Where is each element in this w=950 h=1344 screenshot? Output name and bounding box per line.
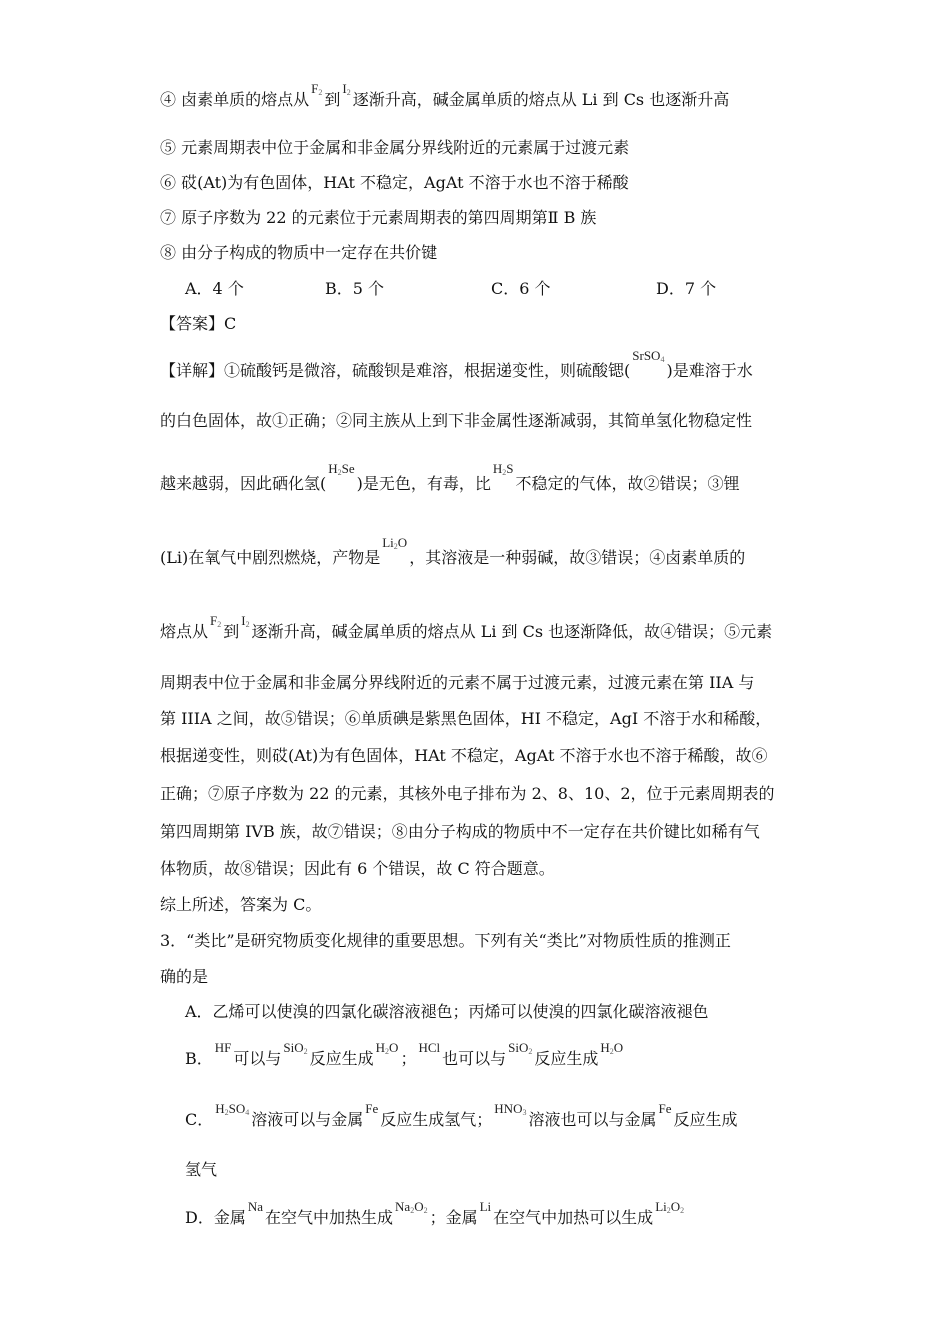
text: ④ 卤素单质的熔点从: [160, 90, 310, 109]
formula-fe: Fe: [365, 1101, 379, 1116]
q3-option-a: A．乙烯可以使溴的四氯化碳溶液褪色；丙烯可以使溴的四氯化碳溶液褪色: [185, 1002, 709, 1021]
text: 在空气中加热可以生成: [493, 1208, 654, 1227]
formula-srso4: SrSO$_4$: [632, 348, 665, 364]
item-8: ⑧ 由分子构成的物质中一定存在共价键: [160, 243, 438, 262]
detail-line-2: 的白色固体，故①正确；②同主族从上到下非金属性逐渐减弱，其简单氢化物稳定性: [160, 411, 753, 430]
formula-f2: $F_2$: [210, 613, 222, 629]
label: B．: [185, 1049, 213, 1068]
q3-option-b: [185, 1040, 625, 1074]
formula-li: Li: [479, 1199, 492, 1214]
text: 反应生成: [309, 1049, 374, 1068]
text: 到: [324, 90, 341, 109]
answer: 【答案】C: [160, 314, 237, 333]
text: ；金属: [429, 1208, 478, 1227]
formula-f2: $F_2$: [311, 81, 323, 97]
label: C．: [185, 1110, 214, 1129]
text: 反应生成: [673, 1110, 738, 1129]
q3-option-c: [185, 1101, 738, 1135]
option-d: D．7 个: [656, 279, 717, 298]
detail-line-11: 体物质，故⑧错误；因此有 6 个错误，故 C 符合题意。: [160, 859, 555, 878]
q3-option-c-cont: 氢气: [185, 1160, 218, 1179]
text: 溶液也可以与金属: [528, 1110, 657, 1129]
text: )是无色，有毒，比: [356, 474, 491, 493]
detail-line-7: 第 IIIA 之间，故⑤错误；⑥单质碘是紫黑色固体，HI 不稳定，AgI 不溶于水和稀酸，: [160, 709, 772, 728]
item-4: [160, 81, 730, 115]
text: 熔点从: [160, 622, 209, 641]
text: ，其溶液是一种弱碱，故③错误；④卤素单质的: [409, 548, 746, 567]
formula-sio2: SiO$_2$: [283, 1040, 308, 1056]
formula-h2o: $H_2O$: [600, 1040, 624, 1056]
detail-line-4: [160, 535, 746, 573]
detail-line-9: 正确；⑦原子序数为 22 的元素，其核外电子排布为 2、8、10、2，位于元素周期表的: [160, 784, 775, 803]
formula-h2o: $H_2O$: [375, 1040, 399, 1056]
detail-line-5: [160, 613, 773, 647]
text: 到: [223, 622, 240, 641]
item-5: ⑤ 元素周期表中位于金属和非金属分界线附近的元素属于过渡元素: [160, 138, 630, 157]
item-6: ⑥ 砹(At)为有色固体，HAt 不稳定，AgAt 不溶于水也不溶于稀酸: [160, 173, 629, 192]
text: ①硫酸钙是微溶，硫酸钡是难溶，根据递变性，则硫酸锶(: [224, 361, 631, 380]
formula-na: Na: [247, 1199, 264, 1214]
text: 逐渐升高，碱金属单质的熔点从 Li 到 Cs 也逐渐降低，故④错误；⑤元素: [251, 622, 773, 641]
formula-h2s: $H_2S$: [492, 461, 514, 477]
text: 反应生成: [534, 1049, 599, 1068]
option-a: A．4 个: [185, 279, 244, 298]
formula-fe: Fe: [658, 1101, 672, 1116]
text: 溶液可以与金属: [251, 1110, 364, 1129]
item-7: ⑦ 原子序数为 22 的元素位于元素周期表的第四周期第Ⅱ B 族: [160, 208, 597, 227]
text: ；: [400, 1049, 417, 1068]
formula-li2o: $Li_2O$: [382, 535, 408, 551]
formula-i2: $I_2$: [241, 613, 250, 629]
formula-h2se: $H_2Se$: [328, 461, 355, 477]
formula-i2: $I_2$: [342, 81, 351, 97]
text: (Li)在氧气中剧烈燃烧，产物是: [160, 548, 381, 567]
formula-h2so4: $H_2SO_4$: [215, 1101, 250, 1117]
text: 反应生成氢气；: [380, 1110, 493, 1129]
detail-line-8: 根据递变性，则砹(At)为有色固体，HAt 不稳定，AgAt 不溶于水也不溶于稀酸，故⑥: [160, 746, 768, 765]
q3-stem-1: 3．“类比”是研究物质变化规律的重要思想。下列有关“类比”对物质性质的推测正: [160, 931, 731, 950]
text: 逐渐升高，碱金属单质的熔点从 Li 到 Cs 也逐渐升高: [352, 90, 730, 109]
formula-hf: HF: [214, 1040, 232, 1055]
text: 也可以与: [442, 1049, 507, 1068]
option-c: C．6 个: [491, 279, 551, 298]
detail-line-10: 第四周期第 IVB 族，故⑦错误；⑧由分子构成的物质中不一定存在共价键比如稀有气: [160, 822, 760, 841]
text: 在空气中加热生成: [265, 1208, 394, 1227]
summary: 综上所述，答案为 C。: [160, 895, 322, 914]
formula-li2o2: $Li_2O_2$: [655, 1199, 685, 1215]
formula-na2o2: $Na_2O_2$: [395, 1199, 428, 1215]
text: )是难溶于水: [666, 361, 753, 380]
option-b: B．5 个: [325, 279, 385, 298]
text: 可以与: [233, 1049, 282, 1068]
detail-label: 【详解】: [160, 361, 225, 380]
label: D．金属: [185, 1208, 246, 1227]
detail-line-3: [160, 461, 740, 499]
q3-option-d: [185, 1199, 686, 1233]
formula-sio2: SiO$_2$: [508, 1040, 533, 1056]
detail-line-1: [160, 348, 753, 386]
text: 不稳定的气体，故②错误；③锂: [515, 474, 740, 493]
text: 越来越弱，因此硒化氢(: [160, 474, 327, 493]
formula-hno3: $HNO_3$: [494, 1101, 527, 1117]
q3-stem-2: 确的是: [160, 967, 209, 986]
formula-hcl: HCl: [418, 1040, 441, 1055]
detail-line-6: 周期表中位于金属和非金属分界线附近的元素不属于过渡元素，过渡元素在第 IIA 与: [160, 673, 755, 692]
